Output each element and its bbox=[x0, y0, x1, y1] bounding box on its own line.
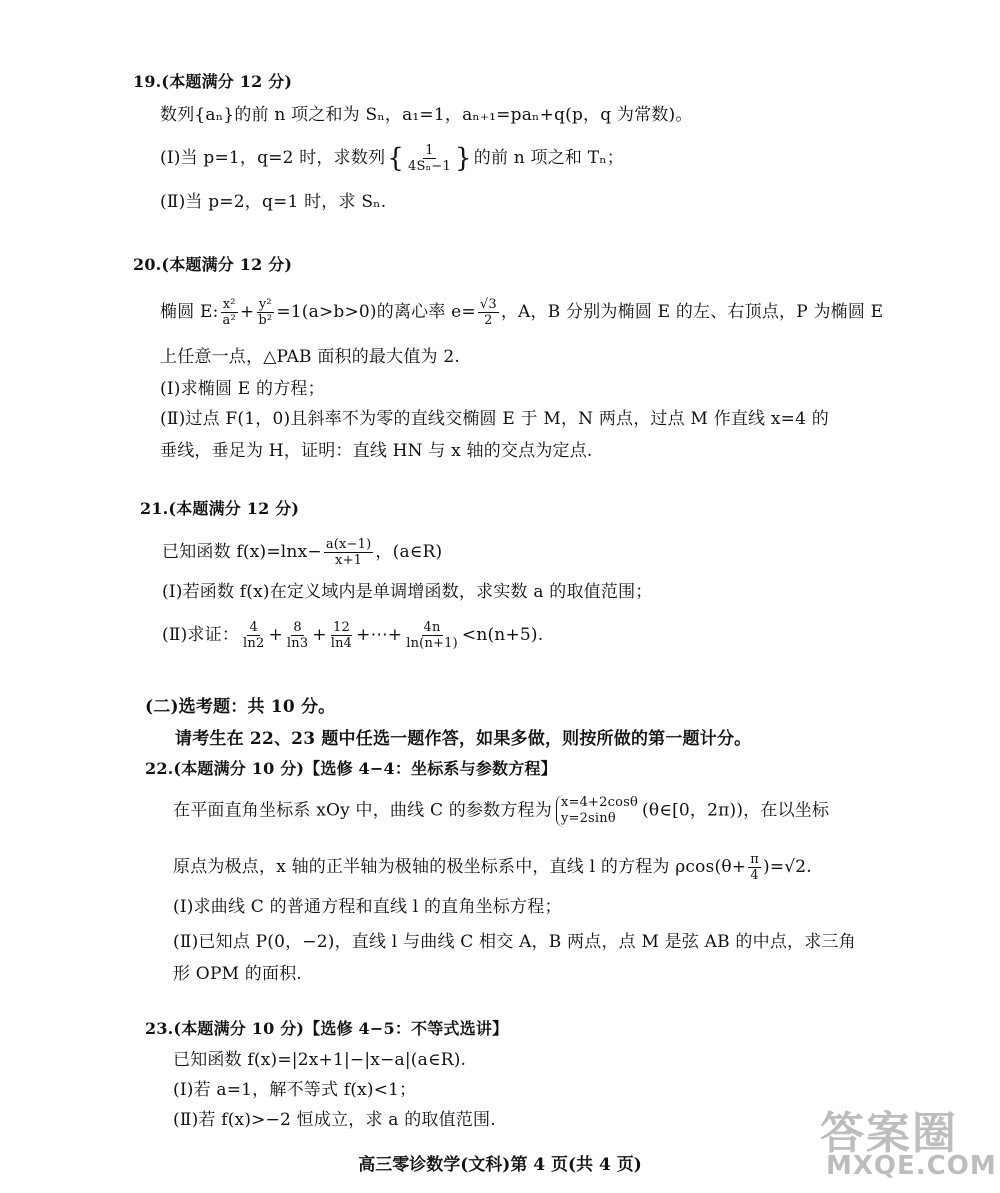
q22-stem2-pre: 原点为极点，x 轴的正半轴为极轴的极坐标系中，直线 l 的方程为 ρcos(θ+ bbox=[173, 857, 747, 877]
q20-part2-cont: 垂线，垂足为 H，证明：直线 HN 与 x 轴的交点为定点. bbox=[160, 441, 593, 461]
q19-part1-post: 的前 n 项之和 Tₙ； bbox=[473, 148, 625, 168]
q22-part2: (Ⅱ)已知点 P(0，−2)，直线 l 与曲线 C 相交 A，B 两点，点 M 是弦 AB 的中点，求三角 bbox=[173, 932, 856, 952]
q19-stem: 数列{aₙ}的前 n 项之和为 Sₙ，a₁=1，aₙ₊₁=paₙ+q(p，q 为常数)。 bbox=[160, 105, 693, 125]
q21-term1-den: ln2 bbox=[243, 636, 265, 651]
q21-stem-post: ，(a∈R) bbox=[375, 542, 443, 562]
q21-term1-num: 4 bbox=[249, 620, 258, 635]
q20-frac-x bbox=[221, 297, 238, 328]
q19-frac-denominator: 4Sₙ−1 bbox=[408, 159, 451, 174]
q23-part1: (Ⅰ)若 a=1，解不等式 f(x)<1； bbox=[173, 1080, 417, 1100]
q21-term3 bbox=[329, 620, 354, 651]
q20-stem-post: ，A，B 分别为椭圆 E 的左、右顶点，P 为椭圆 E bbox=[500, 302, 884, 322]
q20-frac-y bbox=[256, 297, 274, 328]
q22-frac-pi bbox=[748, 852, 761, 883]
q21-term4-num: 4n bbox=[423, 620, 441, 635]
q20-frac-x-num: x² bbox=[222, 297, 236, 312]
q22-stem-post: (θ∈[0，2π))，在以坐标 bbox=[642, 800, 830, 821]
q22-part2-cont: 形 OPM 的面积. bbox=[173, 964, 302, 984]
left-brace-symbol: { bbox=[387, 143, 405, 174]
watermark-logo bbox=[820, 1085, 997, 1185]
q21-part2-post: <n(n+5). bbox=[461, 625, 544, 645]
q23-part2: (Ⅱ)若 f(x)>−2 恒成立，求 a 的取值范围. bbox=[173, 1110, 496, 1130]
q19-header: 19.(本题满分 12 分) bbox=[133, 72, 293, 91]
q21-part1: (Ⅰ)若函数 f(x)在定义域内是单调增函数，求实数 a 的取值范围； bbox=[162, 582, 653, 602]
q21-term3-num: 12 bbox=[332, 620, 350, 635]
section2-title: (二)选考题：共 10 分。 bbox=[145, 697, 336, 717]
q20-stem2: 上任意一点，△PAB 面积的最大值为 2. bbox=[160, 347, 460, 367]
q21-part2: (Ⅱ)求证： $\frac{4}{\ln 2}$ + $\frac{8}{\ln 3}$ + $\frac{12}{\ln 4}$ +⋯+ $\frac{4n}{\ln(n+1)}$ <n(n+5). bbox=[162, 620, 544, 651]
q20-stem-mid: =1(a>b>0)的离心率 e= bbox=[276, 302, 476, 322]
q20-frac-y-den: b² bbox=[258, 313, 273, 328]
q21-dots: +⋯+ bbox=[356, 625, 403, 645]
q21-term4 bbox=[404, 620, 460, 651]
q22-stem-pre: 在平面直角坐标系 xOy 中，曲线 C 的参数方程为 bbox=[173, 800, 552, 821]
q20-frac-y-num: y² bbox=[258, 297, 272, 312]
q22-param-system bbox=[556, 795, 638, 827]
q22-part1: (Ⅰ)求曲线 C 的普通方程和直线 l 的直角坐标方程； bbox=[173, 897, 562, 917]
q21-header: 21.(本题满分 12 分) bbox=[140, 499, 300, 518]
watermark-url: MXQE.COM bbox=[826, 1151, 997, 1181]
q22-stem bbox=[173, 795, 829, 827]
watermark-text: 答案圈 bbox=[820, 1108, 958, 1159]
q20-frac-x-den: a² bbox=[222, 313, 236, 328]
q21-frac-f-den: x+1 bbox=[335, 553, 363, 568]
section2-note: 请考生在 22、23 题中任选一题作答，如果多做，则按所做的第一题计分。 bbox=[175, 729, 752, 749]
q19-part1 bbox=[160, 143, 624, 174]
q21-frac-f bbox=[324, 537, 374, 568]
q22-header: 22.(本题满分 10 分)【选修 4−4：坐标系与参数方程】 bbox=[145, 759, 557, 778]
q20-plus: + bbox=[239, 302, 255, 322]
q20-part1: (Ⅰ)求椭圆 E 的方程； bbox=[160, 379, 325, 399]
q20-frac-e-den: 2 bbox=[484, 313, 493, 328]
q21-term1 bbox=[241, 620, 266, 651]
q21-frac-f-num: a(x−1) bbox=[325, 537, 372, 552]
q20-part2: (Ⅱ)过点 F(1，0)且斜率不为零的直线交椭圆 E 于 M，N 两点，过点 M 作直线 x=4 的 bbox=[160, 409, 829, 429]
q20-header: 20.(本题满分 12 分) bbox=[133, 255, 293, 274]
q21-stem-pre: 已知函数 f(x)=lnx− bbox=[162, 542, 322, 562]
q20-frac-e-num: √3 bbox=[479, 297, 497, 312]
q19-part1-pre: (Ⅰ)当 p=1，q=2 时，求数列 bbox=[160, 148, 386, 168]
q21-term2 bbox=[285, 620, 310, 651]
q19-fraction bbox=[406, 143, 453, 174]
q22-stem2 bbox=[173, 852, 812, 883]
page-footer: 高三零诊数学(文科)第 4 页(共 4 页) bbox=[358, 1155, 642, 1175]
q19-part2: (Ⅱ)当 p=2，q=1 时，求 Sₙ. bbox=[160, 192, 387, 212]
q21-term2-den: ln3 bbox=[286, 636, 309, 651]
q21-stem bbox=[162, 537, 442, 568]
q21-part2-pre: (Ⅱ)求证： bbox=[162, 625, 240, 645]
q19-frac-numerator: 1 bbox=[425, 143, 434, 158]
q22-param-y: y=2sinθ bbox=[560, 811, 616, 826]
q23-header: 23.(本题满分 10 分)【选修 4−5：不等式选讲】 bbox=[145, 1019, 509, 1038]
q21-term2-num: 8 bbox=[293, 620, 302, 635]
right-brace-symbol: } bbox=[455, 143, 472, 174]
q23-stem: 已知函数 f(x)=|2x+1|−|x−a|(a∈R). bbox=[173, 1050, 467, 1070]
q22-param-x: x=4+2cosθ bbox=[560, 795, 639, 810]
q20-frac-e bbox=[478, 297, 499, 328]
q22-stem2-post: )=√2. bbox=[762, 857, 812, 877]
q22-frac-pi-den: 4 bbox=[750, 868, 759, 883]
q19-sequence-braces bbox=[387, 143, 471, 174]
q22-frac-pi-num: π bbox=[750, 852, 759, 867]
q21-term4-den: ln(n+1) bbox=[406, 636, 458, 651]
q20-stem bbox=[160, 297, 883, 328]
q21-term3-den: ln4 bbox=[330, 636, 353, 651]
q20-stem-pre: 椭圆 E: bbox=[160, 302, 219, 322]
